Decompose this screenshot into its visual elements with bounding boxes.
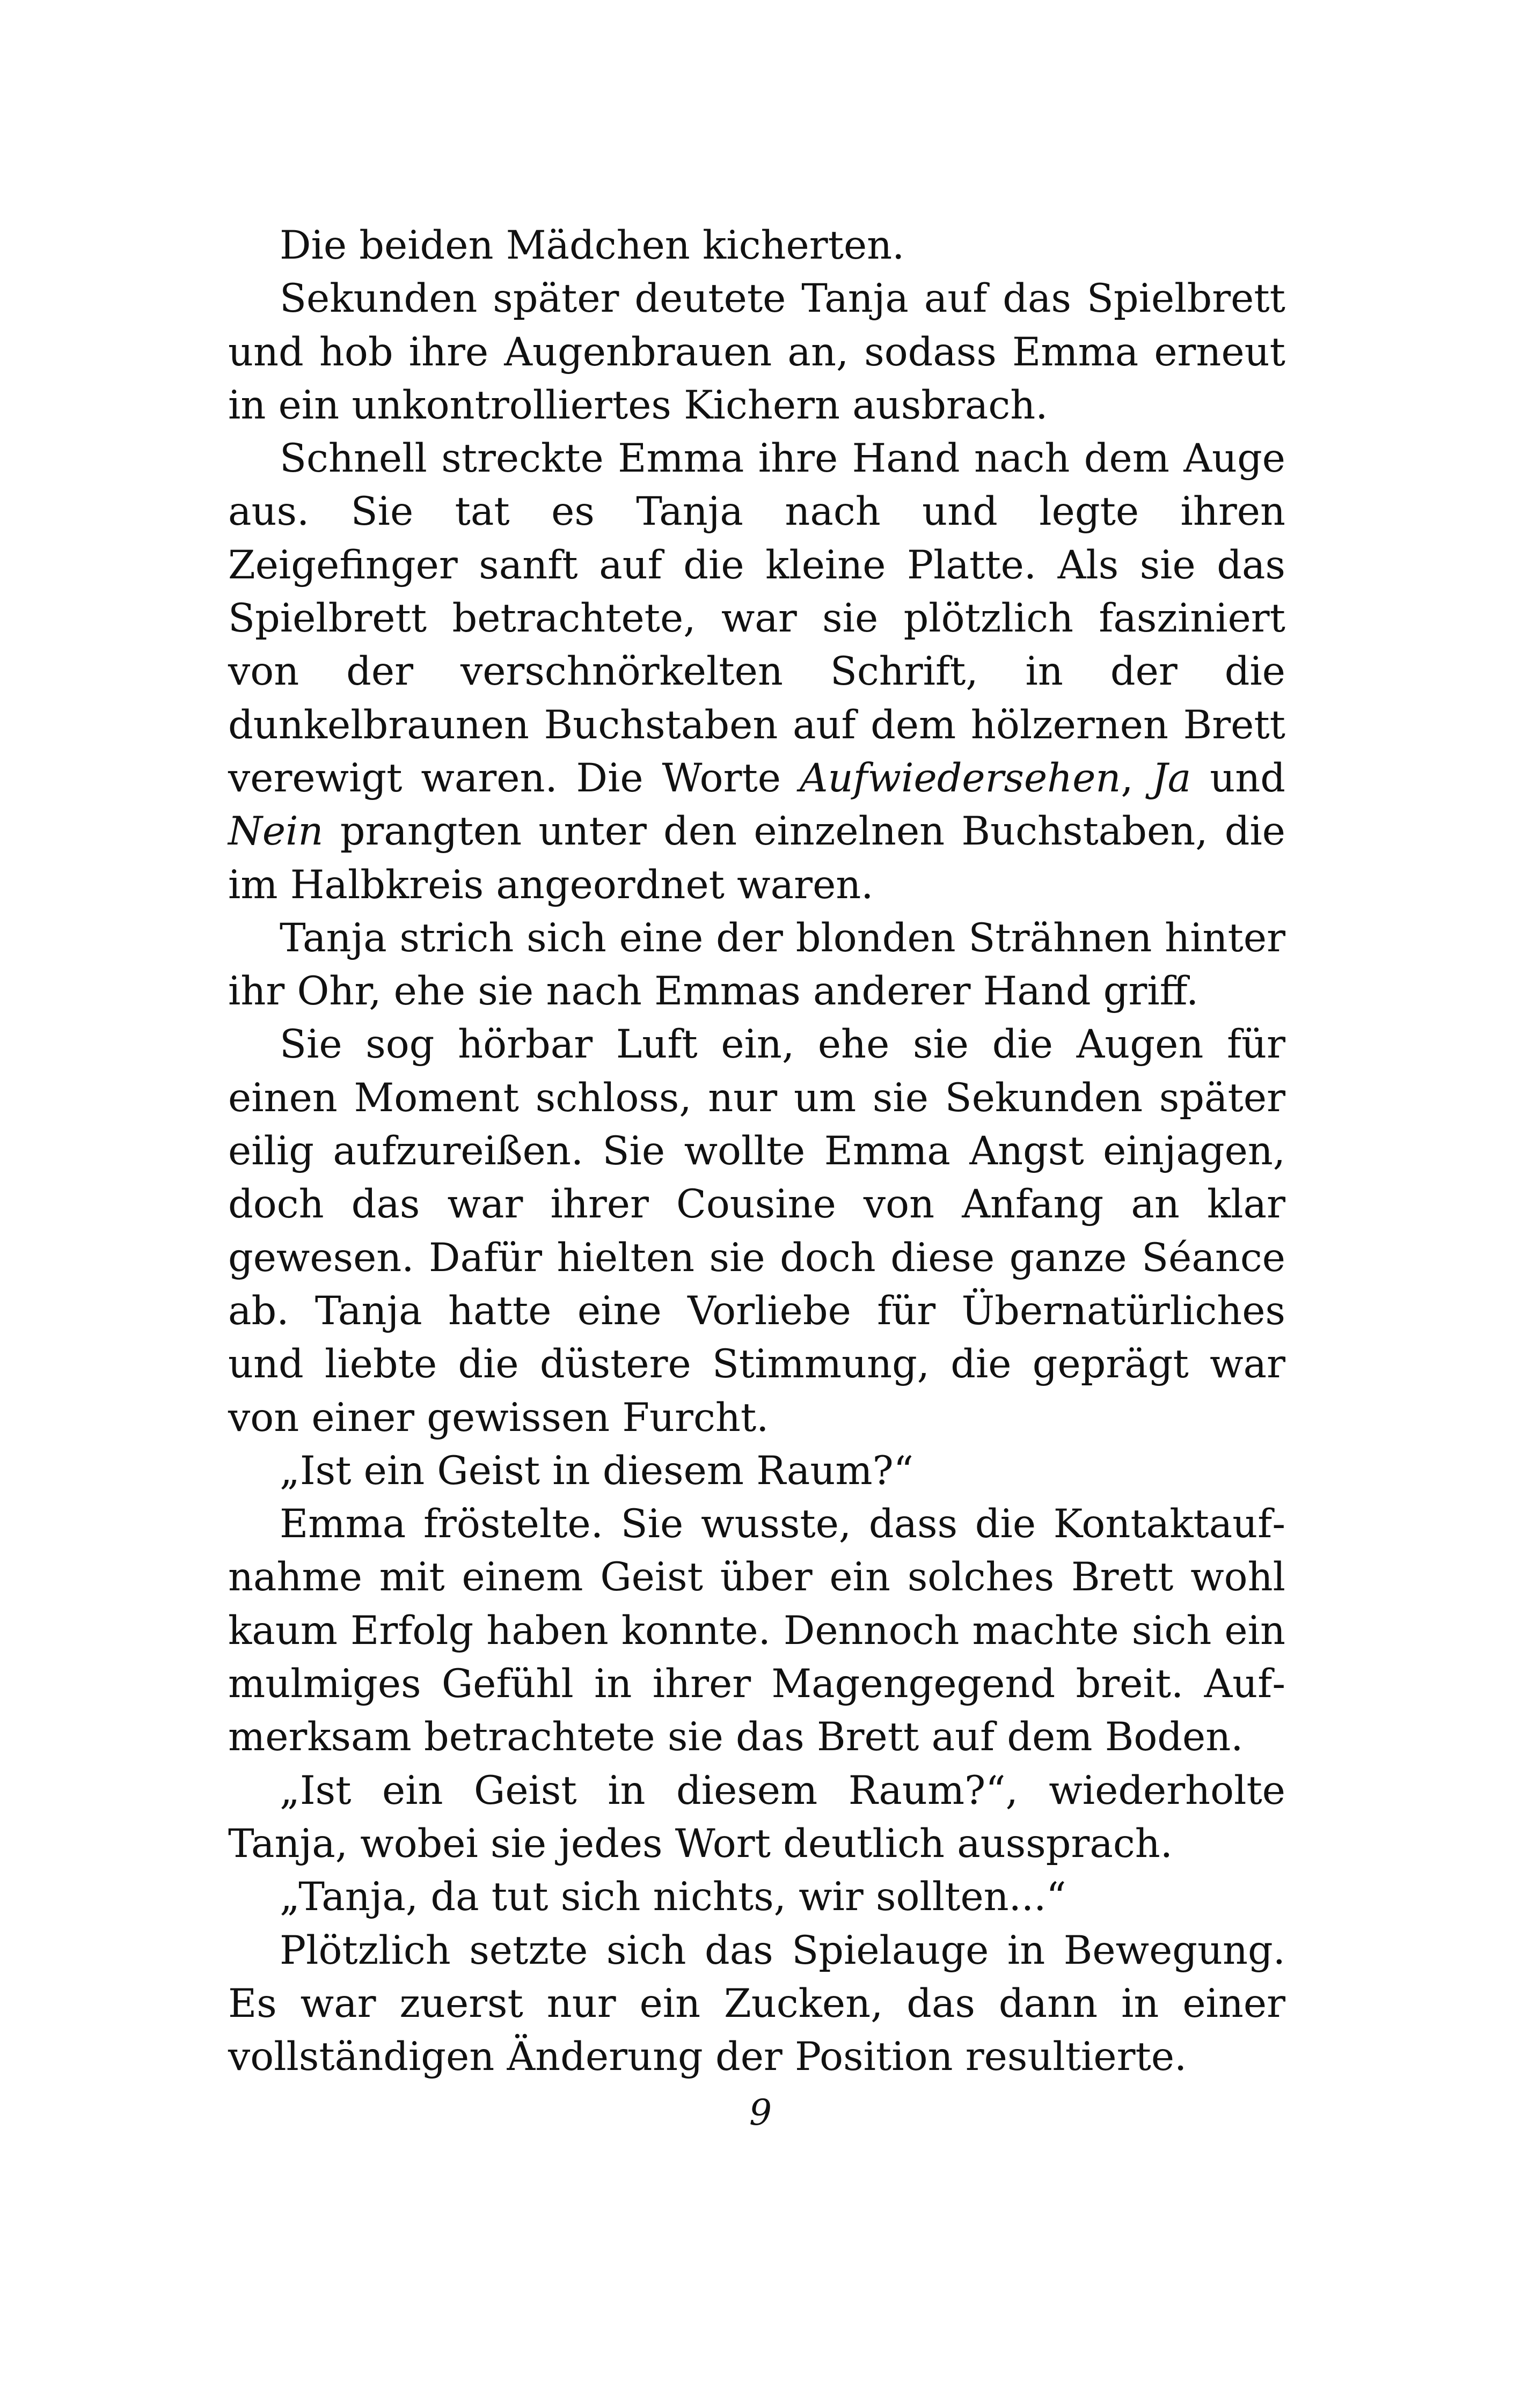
paragraph: Die beiden Mädchen kicherten. bbox=[280, 223, 905, 268]
paragraph-text: und bbox=[1191, 755, 1285, 801]
paragraph: „Ist ein Geist in diesem Raum?“ bbox=[280, 1448, 914, 1494]
paragraph: „Ist ein Geist in diesem Raum?“, wiederholte Tanja, wobei sie jedes Wort deutlich aussprach. bbox=[228, 1767, 1285, 1867]
page-number: 9 bbox=[749, 2092, 772, 2133]
italic-word: Nein bbox=[228, 809, 324, 855]
body-text bbox=[228, 219, 1285, 2083]
paragraph: Sie sog hörbar Luft ein, ehe sie die Augen für einen Moment schloss, nur um sie Sekunden später eilig aufzureißen. Sie wollte Emma Angst einjagen, doch das war ihrer Cousine von Anfang an klar gewesen. Dafür hielten sie doch diese ganze Séance ab. Tanja hatte eine Vorliebe für Übernatürliches und liebte die düstere Stimmung, die geprägt war von einer gewissen Furcht. bbox=[228, 1022, 1285, 1441]
paragraph-text: , bbox=[1121, 755, 1152, 801]
italic-word: Ja bbox=[1152, 755, 1191, 801]
paragraph-text: Schnell streckte Emma ihre Hand nach dem Auge aus. Sie tat es Tanja nach und legte ihren Zeigefinger sanft auf die kleine Platte. Als sie das Spielbrett betrachtete, war sie plötzlich fasziniert von der verschnörkelten Schrift, in der die dunkelbraunen Buchstaben auf dem hölzernen Brett verewigt waren. Die Worte bbox=[228, 436, 1285, 801]
paragraph-text: prangten unter den einzelnen Buchstaben, die im Halbkreis angeordnet waren. bbox=[228, 809, 1285, 908]
paragraph: Tanja strich sich eine der blonden Strähnen hinter ihr Ohr, ehe sie nach Emmas anderer Hand griff. bbox=[228, 915, 1285, 1015]
paragraph: Emma fröstelte. Sie wusste, dass die Kontaktaufnahme mit einem Geist über ein solches Brett wohl kaum Erfolg haben konnte. Dennoch machte sich ein mulmiges Gefühl in ihrer Magengegend breit. Aufmerksam betrachtete sie das Brett auf dem Boden. bbox=[228, 1501, 1285, 1760]
italic-word: Aufwiedersehen bbox=[799, 755, 1121, 801]
paragraph: „Tanja, da tut sich nichts, wir sollten...“ bbox=[280, 1874, 1066, 1920]
paragraph bbox=[228, 432, 1285, 912]
paragraph: Plötzlich setzte sich das Spielauge in Bewegung. Es war zuerst nur ein Zucken, das dann in einer vollständigen Änderung der Position resultierte. bbox=[228, 1927, 1285, 2080]
paragraph: Sekunden später deutete Tanja auf das Spielbrett und hob ihre Augenbrauen an, sodass Emma erneut in ein unkontrolliertes Kichern ausbrach. bbox=[228, 276, 1285, 428]
